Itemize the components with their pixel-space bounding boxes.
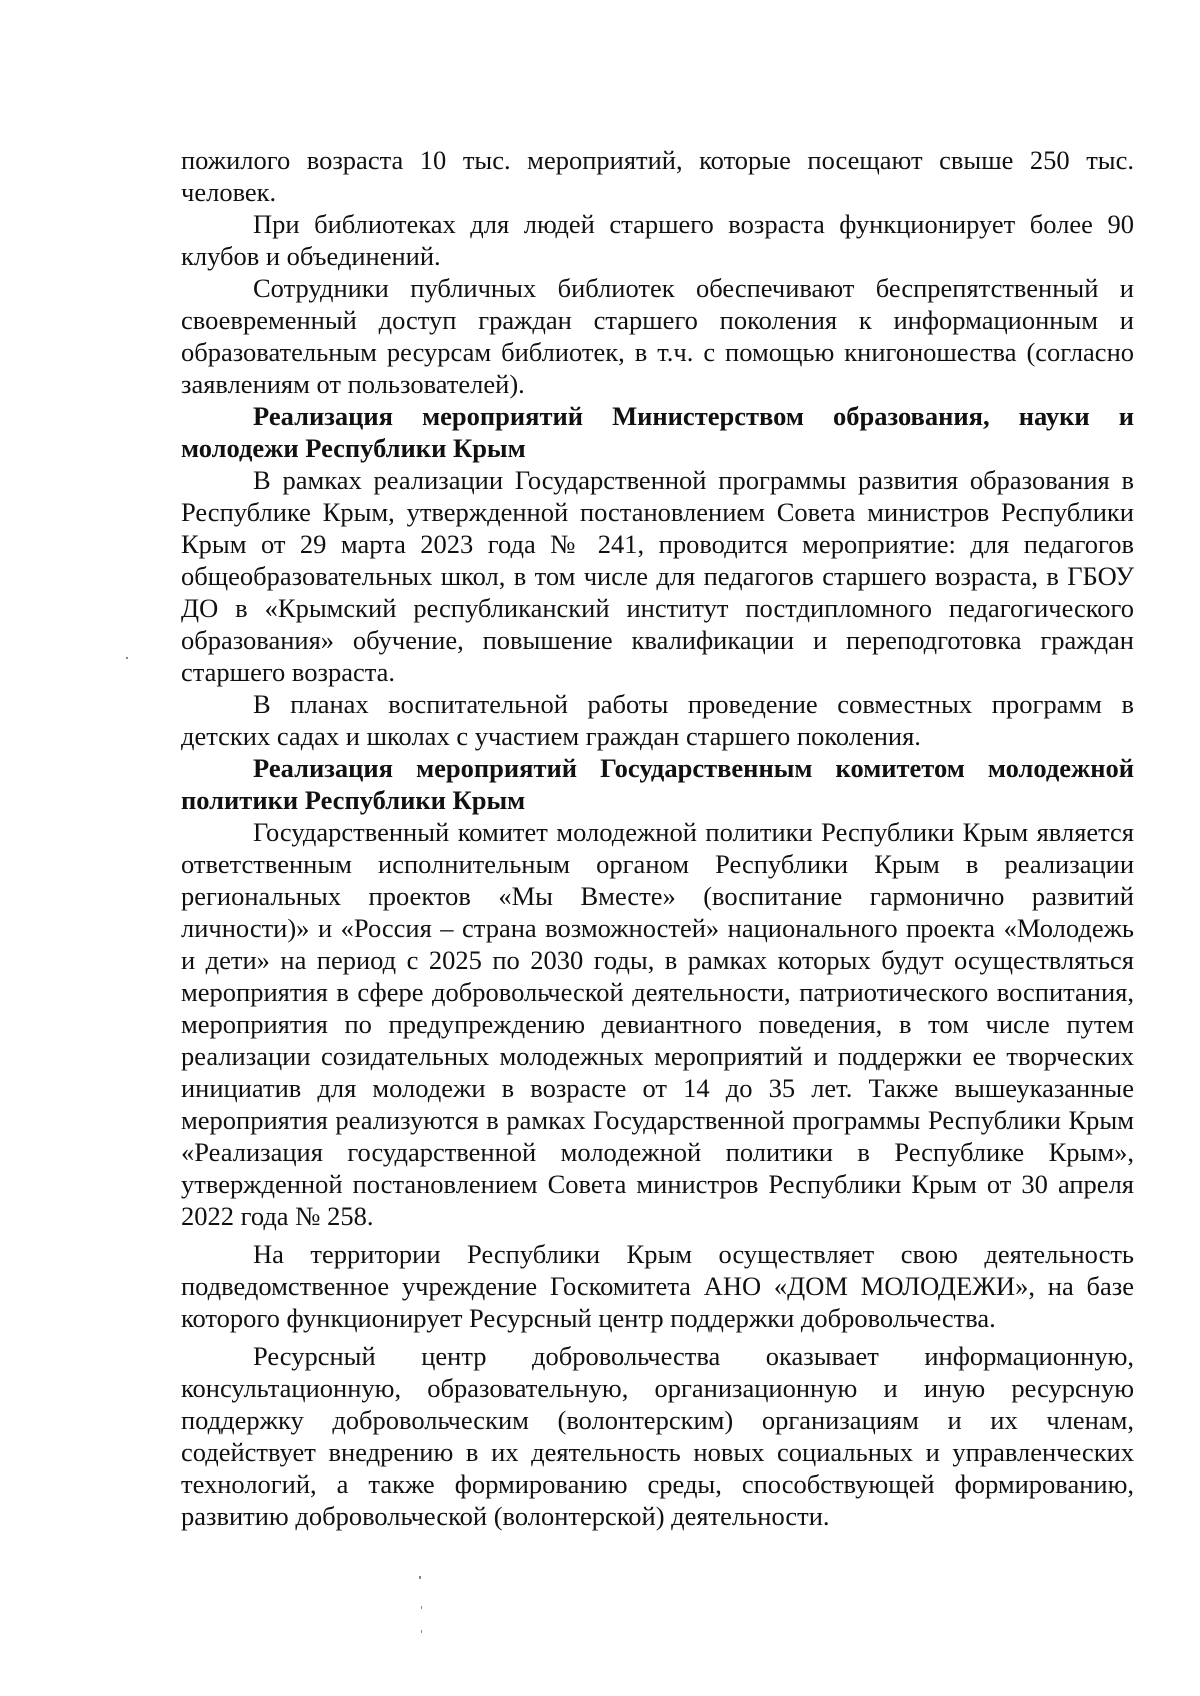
paragraph-continuation: пожилого возраста 10 тыс. мероприятий, которые посещают свыше 250 тыс. человек.	[181, 145, 1134, 207]
paragraph-youth-committee: Государственный комитет молодежной политики Республики Крым является ответственным исполнительным органом Республики Крым в реализации региональных проектов «Мы Вместе» (воспитание гармонично развитий личности)» и «Россия – страна возможностей» национального проекта «Молодежь и дети» на период с 2025 по 2030 годы, в рамках которых будут осуществляться мероприятия в сфере добровольческой деятельности, патриотического воспитания, мероприятия по предупреждению девиантного поведения, в том числе путем реализации созидательных молодежных мероприятий и поддержки ее творческих инициатив для молодежи в возрасте от 14 до 35 лет. Также вышеуказанные мероприятия реализуются в рамках Государственной программы Республики Крым «Реализация государственной молодежной политики в Республике Крым», утвержденной постановлением Совета министров Республики Крым от 30 апреля 2022 года № 258.	[181, 817, 1134, 1231]
paragraph-education-program: В рамках реализации Государственной программы развития образования в Республике Крым, утвержденной постановлением Совета министров Республики Крым от 29 марта 2023 года № 241, проводится мероприятие: для педагогов общеобразовательных школ, в том числе для педагогов старшего возраста, в ГБОУ ДО в «Крымский республиканский институт постдипломного педагогического образования» обучение, повышение квалификации и переподготовка граждан старшего возраста.	[181, 465, 1134, 687]
section-heading-education-ministry: Реализация мероприятий Министерством образования, науки и молодежи Республики Крым	[181, 401, 1134, 463]
paragraph-youth-house: На территории Республики Крым осуществляет свою деятельность подведомственное учреждение Госкомитета АНО «ДОМ МОЛОДЕЖИ», на базе которого функционирует Ресурсный центр поддержки добровольчества.	[181, 1239, 1134, 1333]
scan-speck	[421, 1606, 422, 1609]
scan-speck	[419, 1576, 421, 1579]
paragraph-education-plans: В планах воспитательной работы проведение совместных программ в детских садах и школах с участием граждан старшего поколения.	[181, 689, 1134, 751]
scan-speck	[421, 1630, 422, 1633]
document-body	[181, 144, 1134, 1532]
paragraph-library-staff: Сотрудники публичных библиотек обеспечивают беспрепятственный и своевременный доступ граждан старшего поколения к информационным и образовательным ресурсам библиотек, в т.ч. с помощью книгоношества (согласно заявлениям от пользователей).	[181, 273, 1134, 399]
paragraph-resource-center: Ресурсный центр добровольчества оказывает информационную, консультационную, образовательную, организационную и иную ресурсную поддержку добровольческим (волонтерским) организациям и их членам, содействует внедрению в их деятельность новых социальных и управленческих технологий, а также формированию среды, способствующей формированию, развитию добровольческой (волонтерской) деятельности.	[181, 1341, 1134, 1531]
section-heading-youth-committee: Реализация мероприятий Государственным комитетом молодежной политики Республики Крым	[181, 753, 1134, 815]
scan-speck	[126, 657, 128, 659]
paragraph-library-clubs: При библиотеках для людей старшего возраста функционирует более 90 клубов и объединений.	[181, 209, 1134, 271]
